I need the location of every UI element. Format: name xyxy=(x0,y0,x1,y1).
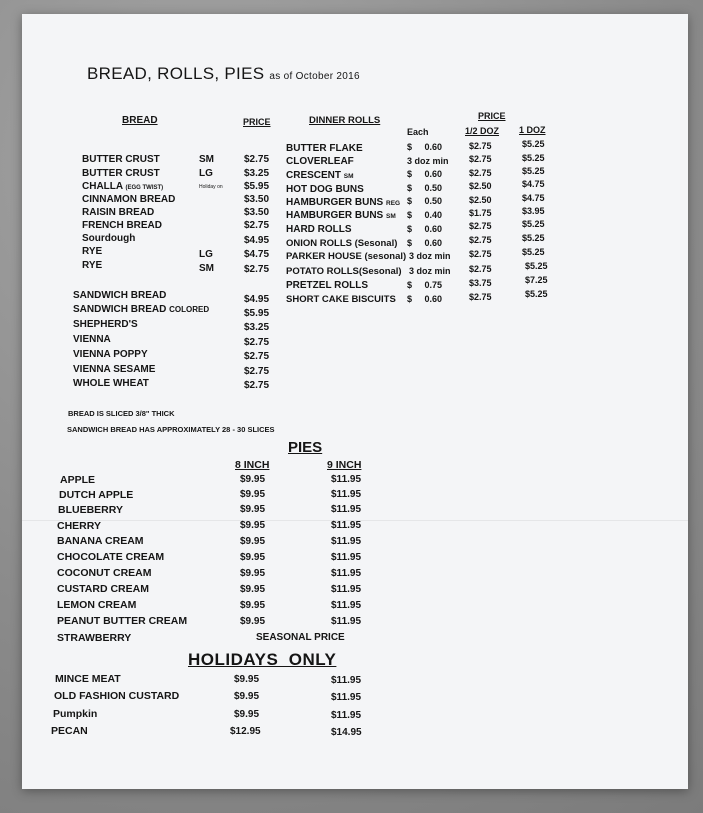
bread-row-price: $5.95 xyxy=(244,181,270,192)
rolls-row-doz: $5.25 xyxy=(522,219,545,229)
rolls-row-half: $2.75 xyxy=(469,141,492,151)
rolls-row-each: 3 doz min xyxy=(409,251,451,261)
bread-row-size: LG xyxy=(199,249,213,260)
holiday-row-price-8: $9.95 xyxy=(234,691,260,702)
rolls-row-each: 3 doz min xyxy=(409,266,451,276)
holidays-heading: HOLIDAYS ONLY xyxy=(188,650,337,669)
rolls-row-doz: $5.25 xyxy=(525,289,548,299)
bread-row-name-text: SANDWICH BREAD xyxy=(73,304,167,315)
pie-row-name: BLUEBERRY xyxy=(58,504,123,516)
bread-row-price: $5.95 xyxy=(244,308,270,319)
rolls-row-each: $ 0.60 xyxy=(407,169,443,179)
rolls-col-half-doz: 1/2 DOZ xyxy=(465,126,500,136)
rolls-row-half: $2.50 xyxy=(469,181,492,191)
rolls-row-half: $2.75 xyxy=(469,168,492,178)
holiday-row-name: Pumpkin xyxy=(53,708,98,720)
rolls-row-name: ONION ROLLS (Sesonal) xyxy=(286,238,398,249)
title-date: as of October 2016 xyxy=(269,71,360,82)
rolls-row-name: SHORT CAKE BISCUITS xyxy=(286,294,396,305)
pie-row-price-8: $9.95 xyxy=(240,504,266,515)
pie-row-price-8: $9.95 xyxy=(240,568,266,579)
rolls-row-doz: $3.95 xyxy=(522,206,545,216)
bread-row-price: $2.75 xyxy=(244,264,270,275)
bread-row-size-note: Holiday on xyxy=(199,184,223,190)
rolls-row-half: $2.50 xyxy=(469,195,492,205)
holiday-row-price-8: $12.95 xyxy=(230,726,261,737)
rolls-row-name: HARD ROLLS xyxy=(286,224,352,235)
rolls-row-half: $3.75 xyxy=(469,278,492,288)
rolls-row-doz: $5.25 xyxy=(525,261,548,271)
holiday-row-price-8: $9.95 xyxy=(234,674,260,685)
bread-row-size: LG xyxy=(199,168,213,179)
pie-row-name: APPLE xyxy=(60,474,96,486)
rolls-row-name-text: HAMBURGER BUNS xyxy=(286,210,384,221)
pie-seasonal-price: SEASONAL PRICE xyxy=(256,632,345,643)
rolls-row-note: SM xyxy=(343,173,354,180)
pies-col-9-inch: 9 INCH xyxy=(327,459,362,471)
holiday-row-price-9: $11.95 xyxy=(331,675,362,686)
rolls-row-name xyxy=(286,170,354,181)
rolls-row-half: $2.75 xyxy=(469,264,492,274)
rolls-row-each: $ 0.50 xyxy=(407,183,443,193)
rolls-row-note: REG xyxy=(386,200,401,207)
pie-row-price-9: $11.95 xyxy=(331,536,362,547)
bread-row-price: $2.75 xyxy=(244,380,270,391)
pie-row-price-9: $11.95 xyxy=(331,568,362,579)
pie-row-price-9: $11.95 xyxy=(331,616,362,627)
rolls-row-name xyxy=(286,197,400,208)
rolls-price-heading: PRICE xyxy=(478,111,506,121)
pie-row-price-8: $9.95 xyxy=(240,536,266,547)
rolls-row-each: $ 0.75 xyxy=(407,280,443,290)
rolls-row-each: $ 0.60 xyxy=(407,142,443,152)
pie-row-price-9: $11.95 xyxy=(331,474,362,485)
bread-row-price: $4.75 xyxy=(244,249,270,260)
bread-row-price: $2.75 xyxy=(244,220,270,231)
bread-row-name: RYE xyxy=(82,246,103,257)
pie-row-name: STRAWBERRY xyxy=(57,632,132,644)
holiday-row-price-8: $9.95 xyxy=(234,709,260,720)
bread-row-price: $4.95 xyxy=(244,294,270,305)
rolls-heading: DINNER ROLLS xyxy=(309,115,381,126)
bread-row-name-text: CHALLA xyxy=(82,181,123,192)
holiday-row-name: OLD FASHION CUSTARD xyxy=(54,690,180,702)
rolls-row-doz: $5.25 xyxy=(522,139,545,149)
rolls-row-doz: $5.25 xyxy=(522,153,545,163)
rolls-row-half: $2.75 xyxy=(469,235,492,245)
rolls-col-each: Each xyxy=(407,127,429,137)
pie-row-name: CUSTARD CREAM xyxy=(57,583,149,595)
bread-row-price: $2.75 xyxy=(244,337,270,348)
rolls-row-each: $ 0.40 xyxy=(407,210,443,220)
bread-price-heading: PRICE xyxy=(243,117,271,127)
pie-row-name: COCONUT CREAM xyxy=(57,567,152,579)
rolls-row-name: HOT DOG BUNS xyxy=(286,184,364,195)
bread-row-name: WHOLE WHEAT xyxy=(73,378,149,389)
holiday-row-price-9: $14.95 xyxy=(331,727,362,738)
bread-row-name: VIENNA POPPY xyxy=(73,349,148,360)
rolls-row-each: $ 0.60 xyxy=(407,294,443,304)
bread-row-name: SANDWICH BREAD xyxy=(73,290,167,301)
rolls-row-half: $2.75 xyxy=(469,292,492,302)
pie-row-name: PEANUT BUTTER CREAM xyxy=(57,615,188,627)
pie-row-price-8: $9.95 xyxy=(240,552,266,563)
pies-heading: PIES xyxy=(288,439,323,456)
bread-row-price: $3.50 xyxy=(244,194,270,205)
menu-sheet xyxy=(22,14,688,789)
bread-row-name: RAISIN BREAD xyxy=(82,207,155,218)
rolls-row-doz: $5.25 xyxy=(522,247,545,257)
bread-row-name xyxy=(73,304,209,315)
bread-row-price: $3.50 xyxy=(244,207,270,218)
pie-row-price-8: $9.95 xyxy=(240,520,266,531)
pie-row-price-9: $11.95 xyxy=(331,520,362,531)
rolls-row-name: PRETZEL ROLLS xyxy=(286,280,369,291)
bread-row-name: Sourdough xyxy=(82,233,136,244)
rolls-row-doz: $7.25 xyxy=(525,275,548,285)
rolls-row-name: POTATO ROLLS(Sesonal) xyxy=(286,266,402,277)
bread-row-name: BUTTER CRUST xyxy=(82,168,160,179)
rolls-row-half: $2.75 xyxy=(469,154,492,164)
rolls-row-name: PARKER HOUSE (sesonal) xyxy=(286,251,407,262)
rolls-row-half: $1.75 xyxy=(469,208,492,218)
rolls-row-name-text: HAMBURGER BUNS xyxy=(286,197,384,208)
bread-row-price: $4.95 xyxy=(244,235,270,246)
pie-row-price-9: $11.95 xyxy=(331,489,362,500)
bread-row-name: VIENNA SESAME xyxy=(73,364,156,375)
rolls-row-each: 3 doz min xyxy=(407,156,449,166)
bread-row-name: BUTTER CRUST xyxy=(82,154,160,165)
rolls-row-each: $ 0.60 xyxy=(407,238,443,248)
pie-row-price-9: $11.95 xyxy=(331,552,362,563)
bread-row-price: $2.75 xyxy=(244,154,270,165)
holiday-row-price-9: $11.95 xyxy=(331,710,362,721)
pie-row-name: LEMON CREAM xyxy=(57,599,137,611)
rolls-row-name xyxy=(286,210,396,221)
bread-row-name: VIENNA xyxy=(73,334,111,345)
pie-row-name: DUTCH APPLE xyxy=(59,489,134,501)
title-text: BREAD, ROLLS, PIES xyxy=(87,64,265,83)
note-slices: SANDWICH BREAD HAS APPROXIMATELY 28 - 30 SLICES xyxy=(67,425,275,434)
rolls-row-doz: $4.75 xyxy=(522,193,545,203)
bread-row-note: COLORED xyxy=(169,305,210,314)
rolls-row-name: BUTTER FLAKE xyxy=(286,143,363,154)
note-sliced: BREAD IS SLICED 3/8" THICK xyxy=(68,409,175,418)
bread-row-size: SM xyxy=(199,263,214,274)
rolls-row-half: $2.75 xyxy=(469,221,492,231)
bread-row-price: $3.25 xyxy=(244,168,270,179)
bread-row-name: FRENCH BREAD xyxy=(82,220,162,231)
pie-row-name: CHERRY xyxy=(57,520,101,532)
holiday-row-name: PECAN xyxy=(51,725,88,737)
pie-row-name: BANANA CREAM xyxy=(57,535,144,547)
rolls-row-each: $ 0.50 xyxy=(407,196,443,206)
bread-row-name xyxy=(82,181,163,192)
rolls-row-doz: $4.75 xyxy=(522,179,545,189)
bread-row-name: SHEPHERD'S xyxy=(73,319,138,330)
rolls-col-doz: 1 DOZ xyxy=(519,125,546,135)
rolls-row-half: $2.75 xyxy=(469,249,492,259)
pie-row-price-8: $9.95 xyxy=(240,600,266,611)
pie-row-price-8: $9.95 xyxy=(240,616,266,627)
bread-heading: BREAD xyxy=(122,115,158,126)
pie-row-price-8: $9.95 xyxy=(240,584,266,595)
pie-row-price-9: $11.95 xyxy=(331,600,362,611)
bread-row-name: CINNAMON BREAD xyxy=(82,194,176,205)
bread-row-price: $2.75 xyxy=(244,366,270,377)
holiday-row-name: MINCE MEAT xyxy=(55,673,121,685)
rolls-row-doz: $5.25 xyxy=(522,166,545,176)
page-title xyxy=(87,64,360,84)
holiday-row-price-9: $11.95 xyxy=(331,692,362,703)
bread-row-price: $2.75 xyxy=(244,351,270,362)
pie-row-price-8: $9.95 xyxy=(240,474,266,485)
pie-row-price-8: $9.95 xyxy=(240,489,266,500)
bread-row-name: RYE xyxy=(82,260,103,271)
rolls-row-each: $ 0.60 xyxy=(407,224,443,234)
rolls-row-name: CLOVERLEAF xyxy=(286,156,354,167)
rolls-row-note: SM xyxy=(386,213,396,220)
bread-row-size: SM xyxy=(199,154,214,165)
pies-col-8-inch: 8 INCH xyxy=(235,459,270,471)
bread-row-price: $3.25 xyxy=(244,322,270,333)
pie-row-price-9: $11.95 xyxy=(331,584,362,595)
rolls-row-name-text: CRESCENT xyxy=(286,170,342,181)
pie-row-price-9: $11.95 xyxy=(331,504,362,515)
pie-row-name: CHOCOLATE CREAM xyxy=(57,551,165,563)
rolls-row-doz: $5.25 xyxy=(522,233,545,243)
bread-row-note: (EGG TWIST) xyxy=(125,185,164,191)
